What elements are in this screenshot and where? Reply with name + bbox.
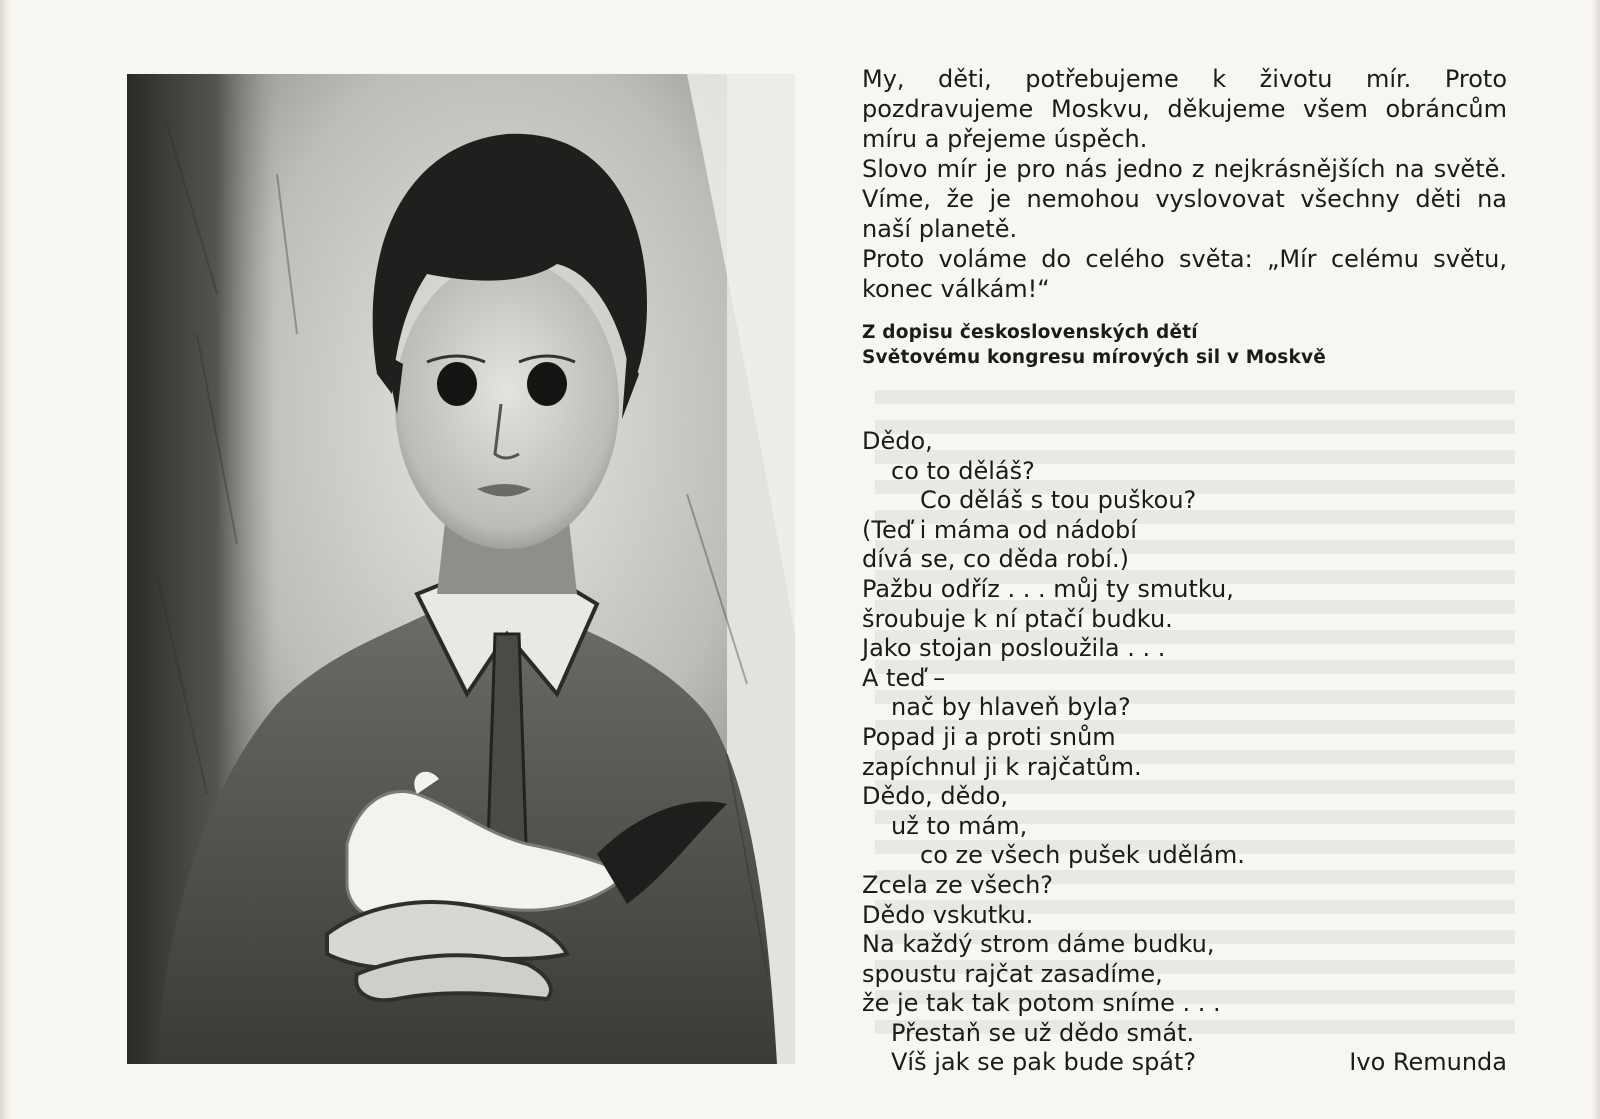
poem-line: co ze všech pušek udělám. xyxy=(920,841,1245,870)
letter-paragraph: My, děti, potřebujeme k životu mír. Proto pozdravujeme Moskvu, děkujeme všem obráncům míru a přejeme úspěch. xyxy=(862,65,1507,153)
source-line: Světovému kongresu mírových sil v Moskvě xyxy=(862,347,1327,368)
poem-author: Ivo Remunda xyxy=(1349,1048,1507,1077)
poem-line: Dědo, dědo, xyxy=(862,782,1008,811)
poem-line: dívá se, co děda robí.) xyxy=(862,545,1129,574)
letter-paragraph: Slovo mír je pro nás jedno z nejkrásnějších na světě. Víme, že je nemohou vyslovovat všechny děti na naší planetě. xyxy=(862,155,1507,243)
poem-line: A teď – xyxy=(862,663,946,692)
poem-line: co to děláš? xyxy=(891,456,1035,485)
poem-line: spoustu rajčat zasadíme, xyxy=(862,959,1163,988)
text-column xyxy=(862,64,1507,1078)
poem-line: Zcela ze všech? xyxy=(862,870,1054,899)
poem-line: Popad ji a proti snům xyxy=(862,722,1116,751)
poem xyxy=(862,427,1507,1078)
poem-line: Co děláš s tou puškou? xyxy=(920,486,1197,515)
letter-paragraph: Proto voláme do celého světa: „Mír celému světu, konec válkám!“ xyxy=(862,245,1507,303)
poem-line: Na každý strom dáme budku, xyxy=(862,930,1215,959)
poem-line: nač by hlaveň byla? xyxy=(891,693,1131,722)
poem-line: Dědo vskutku. xyxy=(862,900,1034,929)
source-line: Z dopisu československých dětí xyxy=(862,322,1198,343)
poem-line: šroubuje k ní ptačí budku. xyxy=(862,604,1173,633)
poem-line: zapíchnul ji k rajčatům. xyxy=(862,752,1142,781)
poem-line: že je tak tak potom snímе . . . xyxy=(862,989,1221,1018)
poem-line: (Teď i máma od nádobí xyxy=(862,515,1137,544)
poem-line: Dědo, xyxy=(862,427,933,455)
child-with-dove-illustration xyxy=(127,74,795,1064)
letter-source-attribution xyxy=(862,320,1507,370)
children-letter xyxy=(862,64,1507,304)
poem-line: Přestaň se už dědo smát. xyxy=(891,1018,1195,1047)
illustration-drawing xyxy=(127,74,795,1064)
poem-line: Víš jak se pak bude spát? xyxy=(891,1048,1197,1077)
page-edge-right xyxy=(1592,0,1600,1119)
poem-line: Jako stojan posloužila . . . xyxy=(862,634,1166,663)
page-edge-left xyxy=(0,0,10,1119)
poem-line: Pažbu odříz . . . můj ty smutku, xyxy=(862,574,1234,603)
poem-line: už to mám, xyxy=(891,811,1028,840)
